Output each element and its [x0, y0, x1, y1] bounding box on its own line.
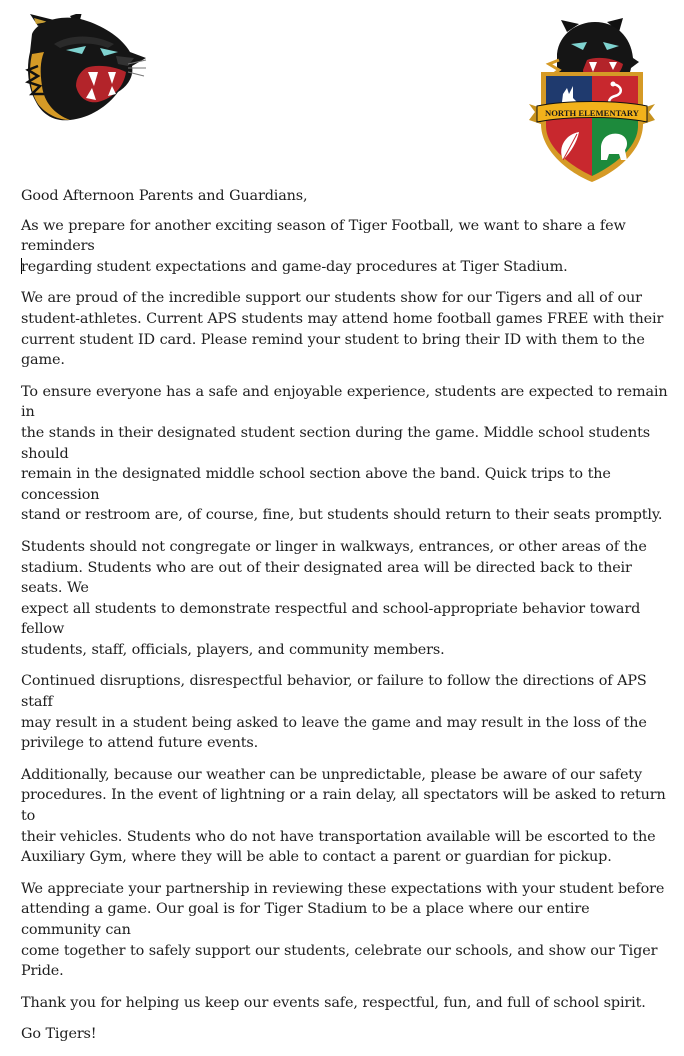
paragraph-line: stand or restroom are, of course, fine, but students should return to their seats promptly. — [21, 507, 663, 524]
letter-body — [21, 186, 671, 1056]
paragraph-consequences — [21, 671, 671, 753]
paragraph-support — [21, 288, 671, 370]
paragraph-line: expect all students to demonstrate respectful and school-appropriate behavior toward fellow — [21, 600, 641, 638]
paragraph-reminders — [21, 216, 671, 278]
paragraph-line: procedures. In the event of lightning or a rain delay, all spectators will be asked to return to — [21, 787, 666, 825]
paragraph-line: the stands in their designated student section during the game. Middle school students should — [21, 424, 650, 462]
paragraph-line: student-athletes. Current APS students may attend home football games FREE with their — [21, 310, 664, 327]
paragraph-line: come together to safely support our students, celebrate our schools, and show our Tiger Pride. — [21, 942, 658, 980]
paragraph-line: current student ID card. Please remind your student to bring their ID with them to the game. — [21, 331, 645, 369]
paragraph-line: remain in the designated middle school section above the band. Quick trips to the concession — [21, 466, 611, 503]
panther-head-icon — [24, 14, 148, 122]
paragraph-line: We appreciate your partnership in reviewing these expectations with your student before — [21, 880, 665, 897]
crest-banner-text: NORTH ELEMENTARY — [544, 108, 640, 118]
paragraph-partnership — [21, 879, 671, 982]
paragraph-thanks — [21, 993, 671, 1014]
paragraph-seating — [21, 382, 671, 526]
paragraph-line: As we prepare for another exciting season of Tiger Football, we want to share a few reminders — [21, 217, 626, 255]
paragraph-line: may result in a student being asked to leave the game and may result in the loss of the — [21, 714, 647, 731]
paragraph-weather — [21, 765, 671, 868]
paragraph-line: We are proud of the incredible support our students show for our Tigers and all of our — [21, 290, 642, 307]
paragraph-line: Auxiliary Gym, where they will be able to contact a parent or guardian for pickup. — [21, 849, 612, 866]
paragraph-line: Additionally, because our weather can be unpredictable, please be aware of our safety — [21, 766, 642, 783]
paragraph-line: stadium. Students who are out of their designated area will be directed back to their seats. We — [21, 559, 632, 597]
paragraph-line: privilege to attend future events. — [21, 735, 259, 752]
panther-crest-icon — [527, 14, 657, 184]
greeting: Good Afternoon Parents and Guardians, — [21, 188, 308, 204]
paragraph-line: regarding student expectations and game-day procedures at Tiger Stadium. — [21, 258, 568, 275]
paragraph-line: their vehicles. Students who do not have transportation available will be escorted to the — [21, 828, 656, 845]
paragraph-line: students, staff, officials, players, and community members. — [21, 641, 445, 658]
paragraph-line: attending a game. Our goal is for Tiger Stadium to be a place where our entire community can — [21, 901, 590, 938]
closing: Go Tigers! — [21, 1026, 97, 1043]
paragraph-line: Continued disruptions, disrespectful behavior, or failure to follow the directions of APS staff — [21, 673, 647, 711]
paragraph-line: Students should not congregate or linger in walkways, entrances, or other areas of the — [21, 538, 647, 555]
paragraph-line: Thank you for helping us keep our events safe, respectful, fun, and full of school spirit. — [21, 994, 646, 1011]
paragraph-behavior — [21, 537, 671, 661]
paragraph-line: To ensure everyone has a safe and enjoyable experience, students are expected to remain in — [21, 383, 668, 421]
